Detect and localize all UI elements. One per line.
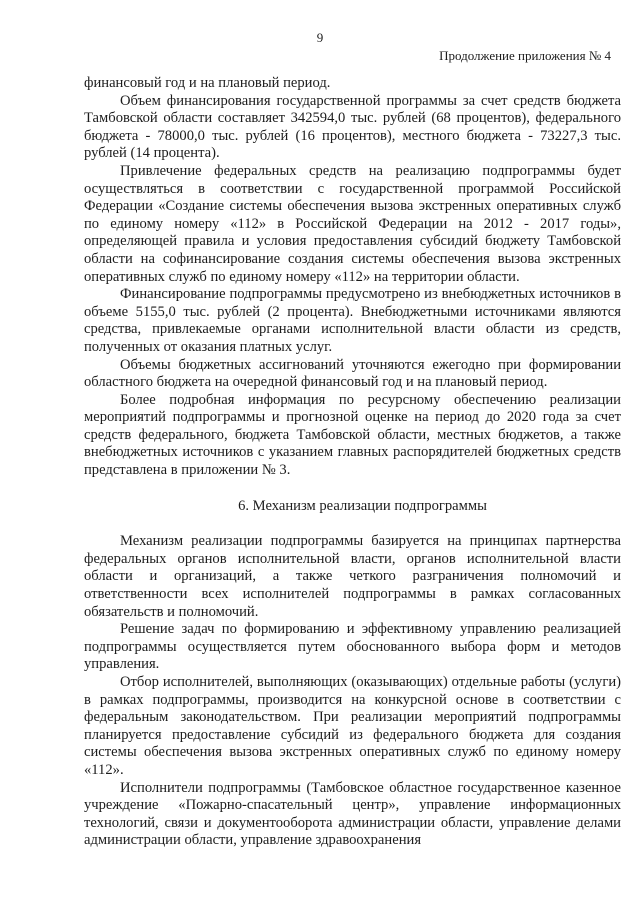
paragraph-management: Решение задач по формированию и эффективному управлению реализацией подпрограммы осуществляется путем обоснованного выбора форм и методов управления.	[84, 621, 621, 673]
paragraph-resource-info: Более подробная информация по ресурсному обеспечению реализации мероприятий подпрограммы и прогнозной оценке на период до 2020 года за счет средств федерального, бюджета Тамбовской области, местных бюджетов, а также внебюджетных источников с указанием главных распорядителей бюджетных средств представлена в приложении № 3.	[84, 391, 621, 479]
appendix-continuation-note: Продолжение приложения № 4	[439, 48, 611, 63]
paragraph-contractor-selection: Отбор исполнителей, выполняющих (оказывающих) отдельные работы (услуги) в рамках подпрограммы, производится на конкурсной основе в соответствии с федеральным законодательством. При реализации мероприятий подпрограммы планируется предоставление субсидий из федерального бюджета для создания системы обеспечения вызова экстренных оперативных служб по единому номеру «112».	[84, 674, 621, 778]
page-number: 9	[316, 30, 324, 45]
paragraph-extrabudgetary: Финансирование подпрограммы предусмотрено из внебюджетных источников в объеме 5155,0 тыс. рублей (2 процента). Внебюджетными источниками являются средства, привлекаемые органами исполнительной власти области из средств, полученных от оказания платных услуг.	[84, 286, 621, 355]
section-heading: 6. Механизм реализации подпрограммы	[238, 497, 487, 514]
paragraph-mechanism: Механизм реализации подпрограммы базируется на принципах партнерства федеральных органов исполнительной власти, органов исполнительной власти области и организаций, а также четкого разграничения полномочий и ответственности всех исполнителей подпрограммы в рамках согласованных обязательств и полномочий.	[84, 533, 621, 620]
paragraph-budget-allocations: Объемы бюджетных ассигнований уточняются ежегодно при формировании областного бюджета на очередной финансовый год и на плановый период.	[84, 356, 621, 391]
document-body	[84, 75, 621, 850]
paragraph-continuation: финансовый год и на плановый период.	[84, 75, 331, 91]
paragraph-federal-funds: Привлечение федеральных средств на реализацию подпрограммы будет осуществляться в соответствии с государственной программой Российской Федерации «Создание системы обеспечения вызова экстренных оперативных служб по единому номеру «112» в Российской Федерации на 2012 - 2017 годы», определяющей правила и условия предоставления субсидий бюджету Тамбовской области на софинансирование создания системы обеспечения вызова экстренных оперативных служб по единому номеру «112» на территории области.	[84, 162, 621, 285]
paragraph-funding-volume: Объем финансирования государственной программы за счет средств бюджета Тамбовской области составляет 342594,0 тыс. рублей (68 процентов), федерального бюджета - 78000,0 тыс. рублей (16 процентов), местного бюджета - 73227,3 тыс. рублей (14 процента).	[84, 92, 621, 162]
paragraph-executors: Исполнители подпрограммы (Тамбовское областное государственное казенное учреждение «Пожарно-спасательный центр», управление информационных технологий, связи и документооборота администрации области, управление делами администрации области, управление здравоохранения	[84, 779, 621, 849]
